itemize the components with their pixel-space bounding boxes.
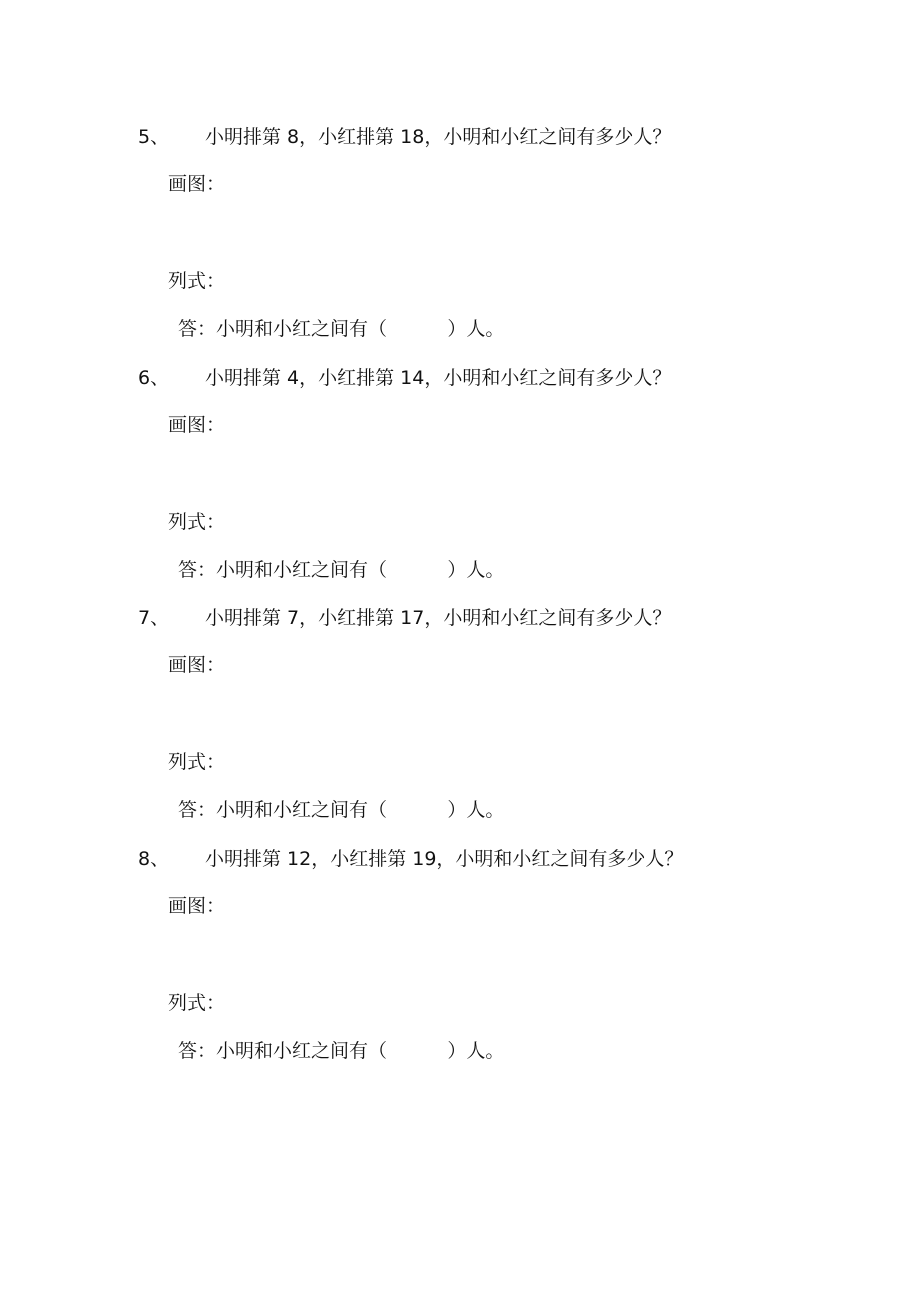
problem-question: 小明排第 12，小红排第 19，小明和小红之间有多少人？ (205, 848, 684, 870)
problem-question: 小明排第 4，小红排第 14，小明和小红之间有多少人？ (205, 367, 672, 389)
draw-label: 画图： (168, 173, 226, 195)
answer-line: 答：小明和小红之间有（ ）人。 (178, 318, 505, 340)
formula-label: 列式： (168, 992, 226, 1014)
draw-label: 画图： (168, 895, 226, 917)
draw-label: 画图： (168, 654, 226, 676)
answer-line: 答：小明和小红之间有（ ）人。 (178, 1040, 505, 1062)
problem-6 (0, 366, 920, 607)
answer-line: 答：小明和小红之间有（ ）人。 (178, 799, 505, 821)
problem-question: 小明排第 8，小红排第 18，小明和小红之间有多少人？ (205, 126, 672, 148)
problem-number: 8、 (138, 848, 170, 870)
problem-5 (0, 125, 920, 366)
problem-number: 7、 (138, 607, 170, 629)
answer-line: 答：小明和小红之间有（ ）人。 (178, 559, 505, 581)
formula-label: 列式： (168, 270, 226, 292)
formula-label: 列式： (168, 511, 226, 533)
problem-number: 5、 (138, 126, 170, 148)
problem-8 (0, 847, 920, 1088)
problem-question: 小明排第 7，小红排第 17，小明和小红之间有多少人？ (205, 607, 672, 629)
formula-label: 列式： (168, 751, 226, 773)
problem-7 (0, 606, 920, 847)
draw-label: 画图： (168, 414, 226, 436)
problem-number: 6、 (138, 367, 170, 389)
